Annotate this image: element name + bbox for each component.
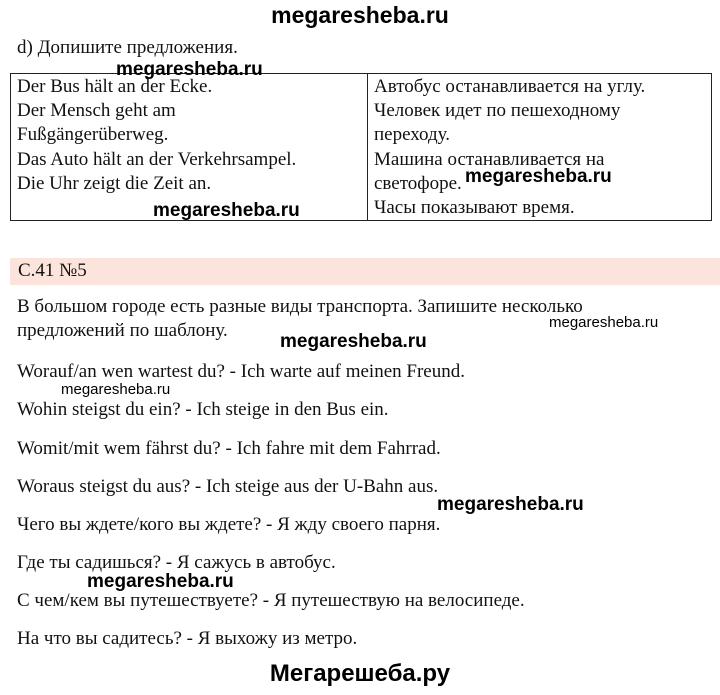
german-line: Der Bus hält an der Ecke. xyxy=(17,76,213,97)
russian-line: переходу. xyxy=(374,124,451,146)
german-line: Die Uhr zeigt die Zeit an. xyxy=(17,172,212,194)
sentence-line: Чего вы ждете/кого вы ждете? - Я жду своего парня. xyxy=(17,514,441,535)
table-row xyxy=(11,74,712,221)
sentence-low-watermark: megaresheba.ru xyxy=(87,571,234,592)
table-mid-watermark: megaresheba.ru xyxy=(465,166,612,187)
sentence-line: Womit/mit wem fährst du? - Ich fahre mit dem Fahrrad. xyxy=(17,438,441,459)
sentence-line: На что вы садитесь? - Я выхожу из метро. xyxy=(17,628,358,649)
sentence-line: Worauf/an wen wartest du? - Ich warte auf meinen Freund. xyxy=(17,361,465,382)
russian-line: Часы показывают время. xyxy=(374,197,575,219)
german-line: Der Mensch geht am xyxy=(17,100,176,122)
table-top-watermark: megaresheba.ru xyxy=(116,59,263,80)
section-label: С.41 №5 xyxy=(18,260,87,281)
section-header xyxy=(10,258,720,285)
header-watermark: megaresheba.ru xyxy=(271,2,449,28)
sentence-line: Woraus steigst du aus? - Ich steige aus der U-Bahn aus. xyxy=(17,476,439,497)
task-title: d) Допишите предложения. xyxy=(17,37,238,58)
sentence-line: Wohin steigst du ein? - Ich steige in den Bus ein. xyxy=(17,399,389,420)
german-line: Das Auto hält an der Verkehrsampel. xyxy=(17,148,297,170)
footer-watermark: Мегарешеба.ру xyxy=(269,660,451,687)
intro-line-2: предложений по шаблону. xyxy=(17,320,228,341)
sentence-small-watermark: megaresheba.ru xyxy=(61,381,171,398)
german-line: Fußgängerüberweg. xyxy=(17,124,169,146)
sentence-mid-watermark: megaresheba.ru xyxy=(437,494,584,515)
sentence-line: Где ты садишься? - Я сажусь в автобус. xyxy=(17,552,336,573)
sentence-line: С чем/кем вы путешествуете? - Я путешествую на велосипеде. xyxy=(17,590,525,611)
intro-small-watermark: megaresheba.ru xyxy=(549,314,659,331)
intro-line-1: В большом городе есть разные виды транспорта. Запишите несколько xyxy=(17,296,583,317)
russian-line: Человек идет по пешеходному xyxy=(374,100,621,122)
russian-line: Машина останавливается на xyxy=(374,148,605,170)
table-bottom-watermark: megaresheba.ru xyxy=(153,200,300,221)
russian-column xyxy=(368,74,712,221)
russian-line: светофоре. xyxy=(374,172,462,194)
intro-big-watermark: megaresheba.ru xyxy=(280,331,427,352)
translation-table xyxy=(10,73,712,221)
russian-line: Автобус останавливается на углу. xyxy=(374,76,646,97)
german-column xyxy=(11,74,368,221)
